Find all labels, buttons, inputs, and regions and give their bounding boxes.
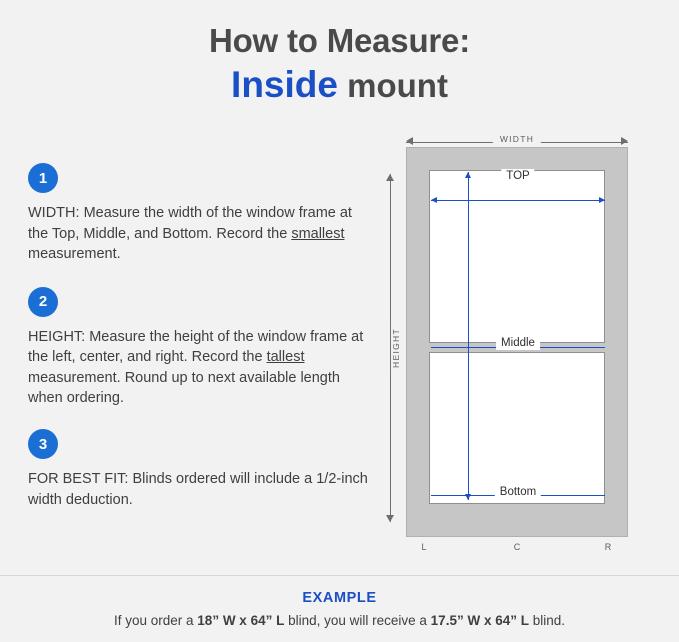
example-body [0, 613, 679, 628]
step-2-text-b: measurement. Round up to next available length when ordering. [28, 369, 340, 407]
window-frame [406, 147, 628, 537]
page-title [0, 22, 679, 106]
step-3-label: FOR BEST FIT: [28, 471, 129, 488]
step-3 [28, 429, 373, 510]
measure-line-top [431, 200, 605, 201]
steps-list [28, 163, 373, 528]
tick-right: R [604, 542, 612, 552]
title-line-2 [0, 64, 679, 107]
example-footer [0, 575, 679, 642]
step-2-badge: 2 [28, 287, 58, 317]
measure-line-vertical-center [468, 172, 469, 500]
arrow-down-icon [386, 515, 394, 522]
example-received-size: 17.5” W x 64” L [430, 613, 529, 628]
step-1-text-b: measurement. [28, 246, 121, 263]
step-2-underlined: tallest [266, 349, 305, 366]
example-text-b: blind, you will receive a [284, 613, 431, 628]
bottom-position-ticks [406, 542, 628, 556]
tick-left: L [421, 542, 427, 552]
window-diagram [378, 130, 656, 562]
measure-cap-left-icon [431, 197, 437, 203]
label-middle: Middle [496, 336, 540, 350]
step-3-badge: 3 [28, 429, 58, 459]
measure-cap-right-icon [599, 197, 605, 203]
step-2-label: HEIGHT: [28, 328, 86, 345]
label-top: TOP [501, 169, 534, 183]
title-accent-word: Inside [231, 63, 338, 105]
measure-cap-bottom-icon [465, 494, 471, 500]
step-1-text-a: Measure the width of the window frame at the Top, Middle, and Bottom. Record the [28, 205, 352, 242]
step-1-text [28, 203, 373, 265]
step-2-text [28, 327, 373, 409]
title-line-1: How to Measure: [208, 22, 471, 59]
example-text-c: blind. [528, 613, 565, 628]
step-1-badge: 1 [28, 163, 58, 193]
label-bottom: Bottom [495, 485, 541, 499]
arrow-left-icon [406, 137, 413, 145]
example-text-a: If you order a [114, 613, 198, 628]
step-2-text-a: Measure the height of the window frame at the left, center, and right. Record the [28, 328, 364, 366]
width-dimension-label: WIDTH [493, 134, 541, 144]
example-heading: EXAMPLE [302, 590, 377, 606]
arrow-right-icon [621, 137, 628, 145]
tick-center: C [513, 542, 521, 552]
height-dimension-label: HEIGHT [391, 321, 401, 375]
measure-cap-top-icon [465, 172, 471, 178]
step-2 [28, 287, 373, 409]
step-1-underlined: smallest [291, 225, 345, 242]
step-3-text [28, 469, 373, 510]
title-mount-word: mount [337, 66, 448, 104]
height-dimension-arrow [382, 174, 401, 522]
arrow-up-icon [386, 174, 394, 181]
step-1-label: WIDTH: [28, 205, 80, 221]
step-3-text-a: Blinds ordered will include a 1/2-inch width deduction. [28, 471, 368, 508]
step-1 [28, 163, 373, 265]
example-order-size: 18” W x 64” L [197, 613, 285, 628]
